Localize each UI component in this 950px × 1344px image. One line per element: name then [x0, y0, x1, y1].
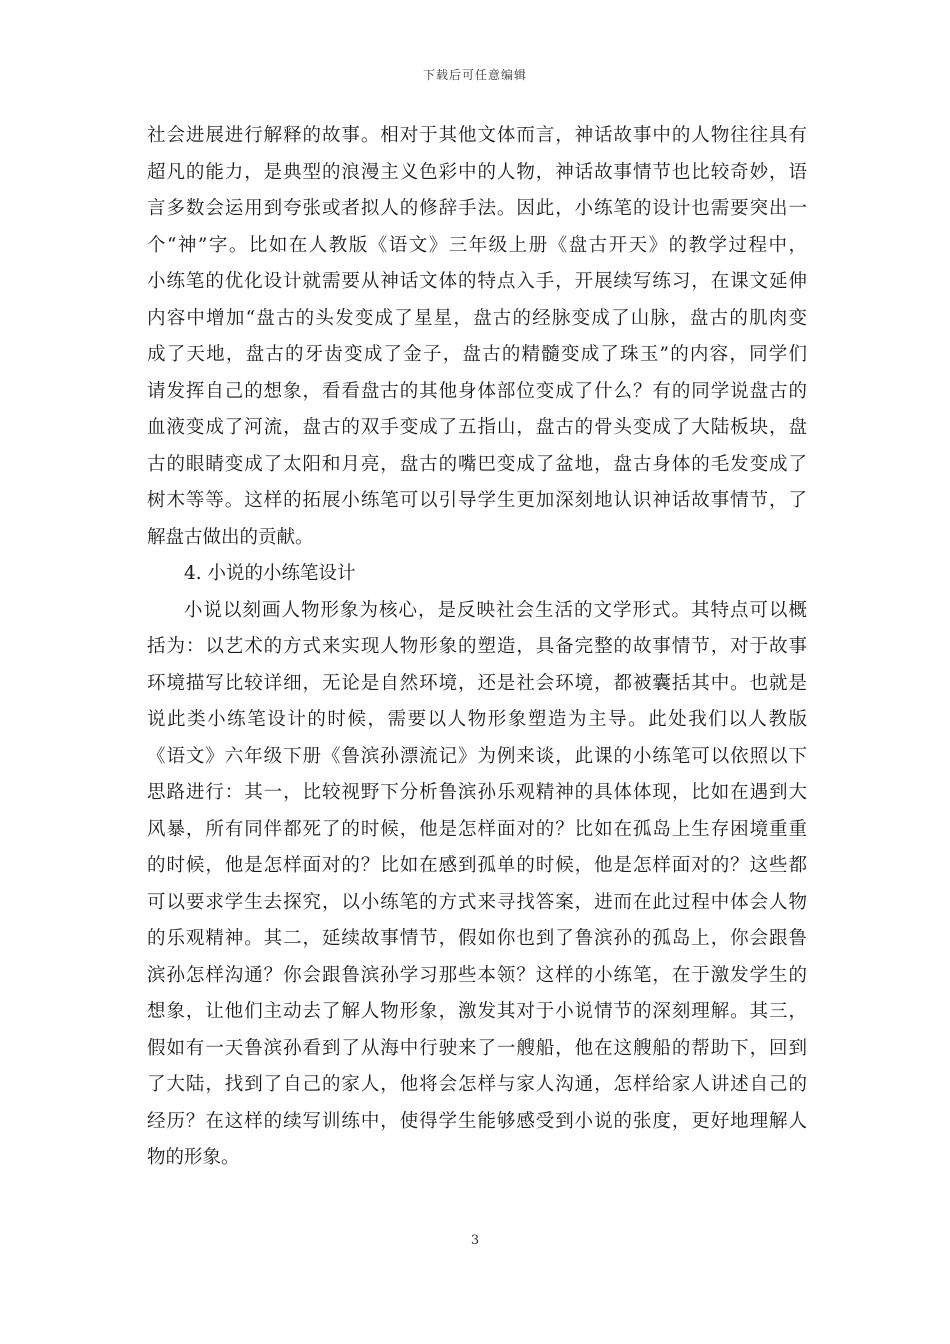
- text-line: 解盘古做出的贡献。: [147, 526, 314, 548]
- text-line: 假如有一天鲁滨孙看到了从海中行驶来了一艘船，他在这艘船的帮助下，回到: [147, 1037, 807, 1059]
- text-line: 社会进展进行解释的故事。相对于其他文体而言，神话故事中的人物往往具有: [147, 125, 807, 146]
- page-number: 3: [470, 1233, 480, 1248]
- text-line: 滨孙怎样沟通？你会跟鲁滨孙学习那些本领？这样的小练笔，在于激发学生的: [147, 964, 807, 986]
- text-line: 的时候，他是怎样面对的？比如在感到孤单的时候，他是怎样面对的？这些都: [147, 855, 807, 876]
- text-line: 成了天地，盘古的牙齿变成了金子，盘古的精髓变成了珠玉”的内容，同学们: [147, 344, 807, 365]
- text-line: 个“神”字。比如在人教版《语文》三年级上册《盘古开天》的教学过程中，: [147, 234, 807, 256]
- text-line: 超凡的能力，是典型的浪漫主义色彩中的人物，神话故事情节也比较奇妙，语: [147, 161, 807, 183]
- text-line: 思路进行：其一，比较视野下分析鲁滨孙乐观精神的具体体现，比如在遇到大: [147, 782, 807, 803]
- text-line: 小说以刻画人物形象为核心，是反映社会生活的文学形式。其特点可以概: [184, 599, 807, 621]
- paragraph-myth-continued: [147, 118, 807, 556]
- text-line: 小练笔的优化设计就需要从神话文体的特点入手，开展续写练习，在课文延伸: [147, 271, 807, 292]
- text-line: 物的形象。: [147, 1147, 240, 1168]
- text-line: 请发挥自己的想象，看看盘古的其他身体部位变成了什么？有的同学说盘古的: [147, 380, 807, 402]
- text-line: 说此类小练笔设计的时候，需要以人物形象塑造为主导。此处我们以人教版: [147, 709, 807, 730]
- text-line: 内容中增加“盘古的头发变成了星星，盘古的经脉变成了山脉，盘古的肌肉变: [147, 307, 807, 329]
- text-line: 的乐观精神。其二，延续故事情节，假如你也到了鲁滨孙的孤岛上，你会跟鲁: [147, 928, 807, 949]
- section-heading: 4. 小说的小练笔设计: [184, 563, 356, 584]
- text-line: 经历？在这样的续写训练中，使得学生能够感受到小说的张度，更好地理解人: [147, 1110, 807, 1132]
- document-body: [147, 118, 807, 1177]
- page-header: 下载后可任意编辑: [422, 68, 527, 82]
- text-line: 古的眼睛变成了太阳和月亮，盘古的嘴巴变成了盆地，盘古身体的毛发变成了: [147, 453, 807, 475]
- text-line: 血液变成了河流，盘古的双手变成了五指山，盘古的骨头变成了大陆板块，盘: [147, 417, 807, 438]
- text-line: 环境描写比较详细，无论是自然环境，还是社会环境，都被囊括其中。也就是: [147, 672, 807, 694]
- text-line: 可以要求学生去探究，以小练笔的方式来寻找答案，进而在此过程中体会人物: [147, 891, 807, 913]
- text-line: 了大陆，找到了自己的家人，他将会怎样与家人沟通，怎样给家人讲述自己的: [147, 1074, 807, 1095]
- text-line: 风暴，所有同伴都死了的时候，他是怎样面对的？比如在孤岛上生存困境重重: [147, 818, 807, 840]
- paragraph-novel: [147, 593, 807, 1177]
- text-line: 括为：以艺术的方式来实现人物形象的塑造，具备完整的故事情节，对于故事: [147, 636, 807, 657]
- text-line: 树木等等。这样的拓展小练笔可以引导学生更加深刻地认识神话故事情节，了: [147, 490, 807, 511]
- text-line: 想象，让他们主动去了解人物形象，激发其对于小说情节的深刻理解。其三，: [147, 1001, 807, 1022]
- text-line: 《语文》六年级下册《鲁滨孙漂流记》为例来谈，此课的小练笔可以依照以下: [147, 745, 807, 767]
- text-line: 言多数会运用到夸张或者拟人的修辞手法。因此，小练笔的设计也需要突出一: [147, 198, 807, 219]
